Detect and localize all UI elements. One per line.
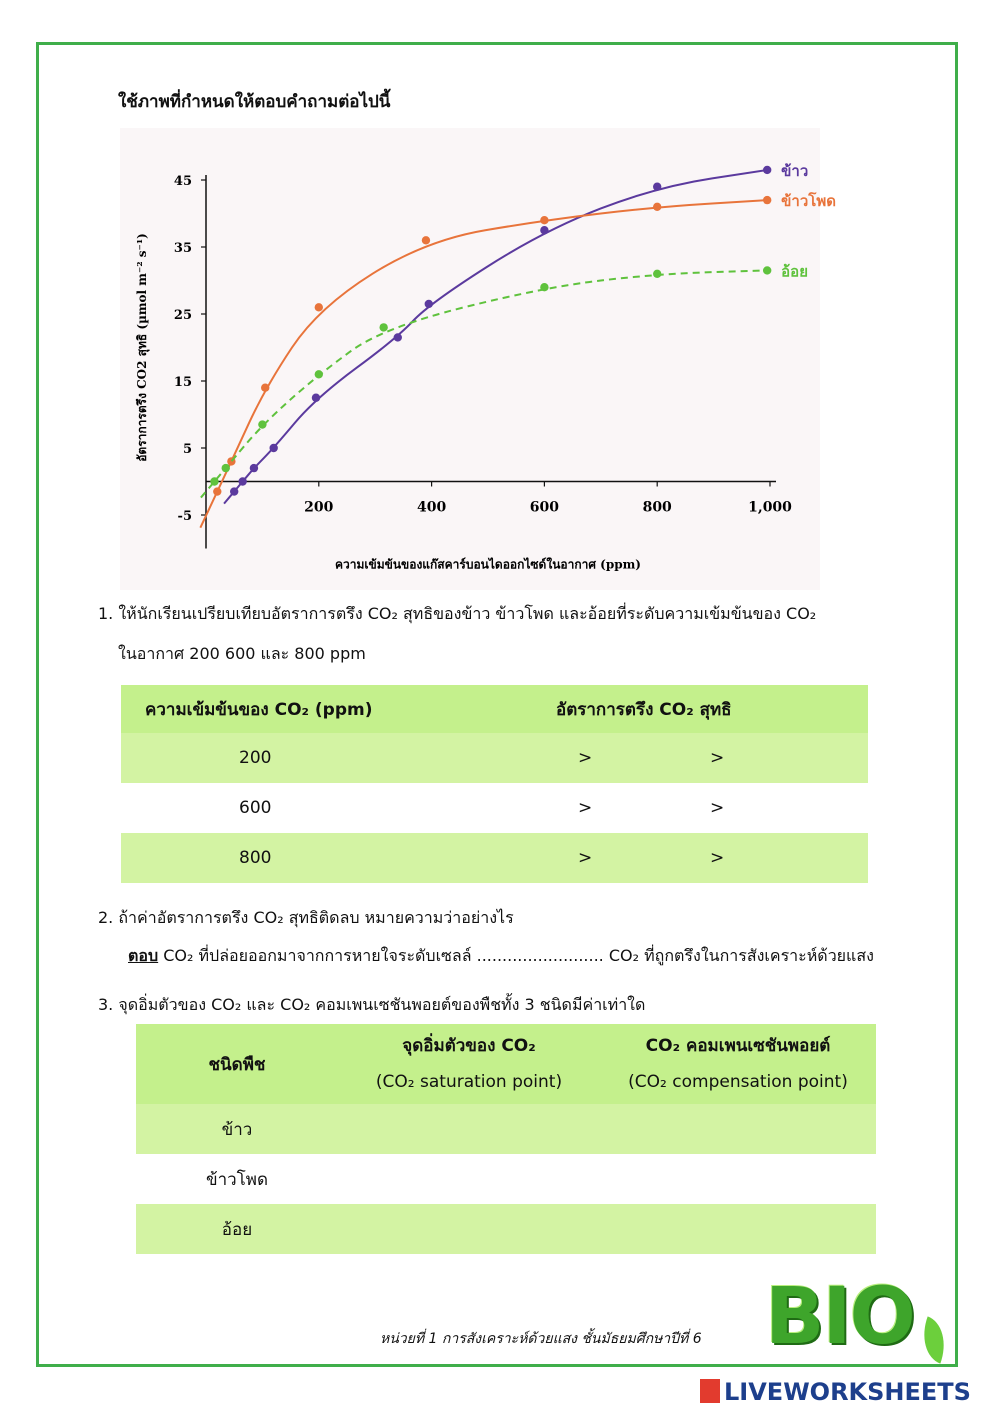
brand-text: LIVEWORKSHEETS — [724, 1378, 971, 1406]
x-tick-label: 400 — [416, 499, 447, 516]
plant-name: ข้าวโพด — [205, 1169, 269, 1190]
chart-svg — [120, 128, 836, 590]
table-header-row — [136, 1024, 876, 1104]
data-point — [425, 300, 433, 308]
data-point — [394, 333, 402, 341]
header-compensation-line2: (CO₂ compensation point) — [628, 1072, 848, 1092]
y-tick-label: 15 — [173, 375, 192, 390]
table-row — [136, 1154, 876, 1204]
table-row — [121, 833, 868, 883]
data-point — [763, 196, 771, 204]
saturation-table — [136, 1024, 876, 1254]
row-concentration: 200 — [239, 748, 272, 768]
answer-slot[interactable]: > — [578, 748, 593, 768]
data-point — [258, 420, 266, 428]
data-point — [540, 283, 548, 291]
question-1: 1. ให้นักเรียนเปรียบเทียบอัตราการตรึง CO₂ สุทธิของข้าว ข้าวโพด และอ้อยที่ระดับความเข้มข้นของ CO₂ — [98, 604, 817, 623]
question-1-line-2: ในอากาศ 200 600 และ 800 ppm — [118, 644, 366, 663]
table-row — [136, 1204, 876, 1254]
header-compensation — [600, 1024, 876, 1104]
x-tick-label: 1,000 — [748, 499, 792, 516]
table-header-row — [121, 685, 868, 733]
series-line — [201, 270, 767, 497]
answer-slot[interactable] — [600, 1204, 876, 1254]
plant-name: ข้าว — [221, 1119, 253, 1140]
x-tick-label: 600 — [529, 499, 560, 516]
x-tick-label: 800 — [642, 499, 672, 516]
question-3: 3. จุดอิ่มตัวของ CO₂ และ CO₂ คอมเพนเซชันพอยต์ของพืชทั้ง 3 ชนิดมีค่าเท่าใด — [98, 995, 646, 1014]
header-concentration: ความเข้มข้นของ CO₂ (ppm) — [145, 699, 373, 720]
series-line — [200, 200, 767, 528]
y-tick-label: 5 — [182, 442, 192, 457]
x-tick-label: 200 — [304, 499, 334, 516]
answer-slot[interactable]: > — [710, 798, 725, 818]
series-label: ข้าวโพด — [781, 192, 836, 211]
y-tick-label: 25 — [173, 308, 192, 323]
bio-logo: BIO — [765, 1272, 914, 1362]
data-point — [269, 444, 277, 452]
series-line — [224, 170, 767, 504]
data-point — [210, 477, 218, 485]
data-point — [312, 394, 320, 402]
answer-slot[interactable] — [600, 1154, 876, 1204]
header-saturation-line1: จุดอิ่มตัวของ CO₂ — [402, 1036, 536, 1056]
brand-mark-icon — [700, 1379, 720, 1403]
data-point — [250, 464, 258, 472]
series-label: อ้อย — [781, 262, 808, 281]
y-tick-label: -5 — [177, 509, 192, 524]
data-point — [763, 266, 771, 274]
y-axis-label: อัตราการตรึง CO2 สุทธิ (µmol m⁻² s⁻¹) — [135, 233, 149, 462]
answer-slot[interactable] — [338, 1204, 600, 1254]
data-point — [540, 226, 548, 234]
row-concentration: 600 — [239, 798, 272, 818]
data-point — [222, 464, 230, 472]
comparison-table — [121, 685, 868, 883]
y-tick-label: 35 — [173, 241, 192, 256]
data-point — [315, 303, 323, 311]
header-saturation — [338, 1024, 600, 1104]
answer-slot[interactable] — [338, 1154, 600, 1204]
answer-slot[interactable]: > — [578, 798, 593, 818]
data-point — [653, 270, 661, 278]
data-point — [315, 370, 323, 378]
plant-name: อ้อย — [221, 1219, 253, 1240]
x-axis-label: ความเข้มข้นของแก๊สคาร์บอนไดออกไซด์ในอากาศ (ppm) — [335, 557, 641, 572]
footer-text: หน่วยที่ 1 การสังเคราะห์ด้วยแสง ชั้นมัธยมศึกษาปีที่ 6 — [380, 1331, 702, 1347]
question-2: 2. ถ้าค่าอัตราการตรึง CO₂ สุทธิติดลบ หมายความว่าอย่างไร — [98, 908, 514, 927]
answer-line — [128, 944, 874, 969]
data-point — [422, 236, 430, 244]
data-point — [763, 166, 771, 174]
answer-slot[interactable]: > — [710, 748, 725, 768]
data-point — [213, 487, 221, 495]
data-point — [540, 216, 548, 224]
header-saturation-line2: (CO₂ saturation point) — [375, 1072, 563, 1092]
answer-slot[interactable]: > — [710, 848, 725, 868]
row-concentration: 800 — [239, 848, 272, 868]
brand-logo[interactable] — [700, 1378, 971, 1406]
answer-slot[interactable]: > — [578, 848, 593, 868]
data-point — [261, 384, 269, 392]
answer-slot[interactable] — [338, 1104, 600, 1154]
co2-fixation-chart — [120, 128, 836, 590]
data-point — [238, 477, 246, 485]
data-point — [230, 487, 238, 495]
y-tick-label: 45 — [173, 174, 192, 189]
series-label: ข้าว — [781, 161, 809, 180]
data-point — [653, 203, 661, 211]
table-row — [136, 1104, 876, 1154]
data-point — [653, 183, 661, 191]
answer-label: ตอบ — [128, 946, 159, 965]
header-plant-type: ชนิดพืช — [208, 1054, 266, 1075]
header-compensation-line1: CO₂ คอมเพนเซชันพอยต์ — [645, 1036, 831, 1056]
answer-text: CO₂ ที่ปล่อยออกมาจากการหายใจระดับเซลล์ ......................... CO₂ ที่ถูกตรึงในการสังเคราะห์ด้วยแสง — [158, 946, 874, 965]
data-point — [379, 323, 387, 331]
table-row — [121, 733, 868, 783]
answer-slot[interactable] — [600, 1104, 876, 1154]
instruction-heading: ใช้ภาพที่กำหนดให้ตอบคำถามต่อไปนี้ — [118, 92, 391, 112]
header-net-fixation: อัตราการตรึง CO₂ สุทธิ — [556, 699, 732, 720]
table-row — [121, 783, 868, 833]
